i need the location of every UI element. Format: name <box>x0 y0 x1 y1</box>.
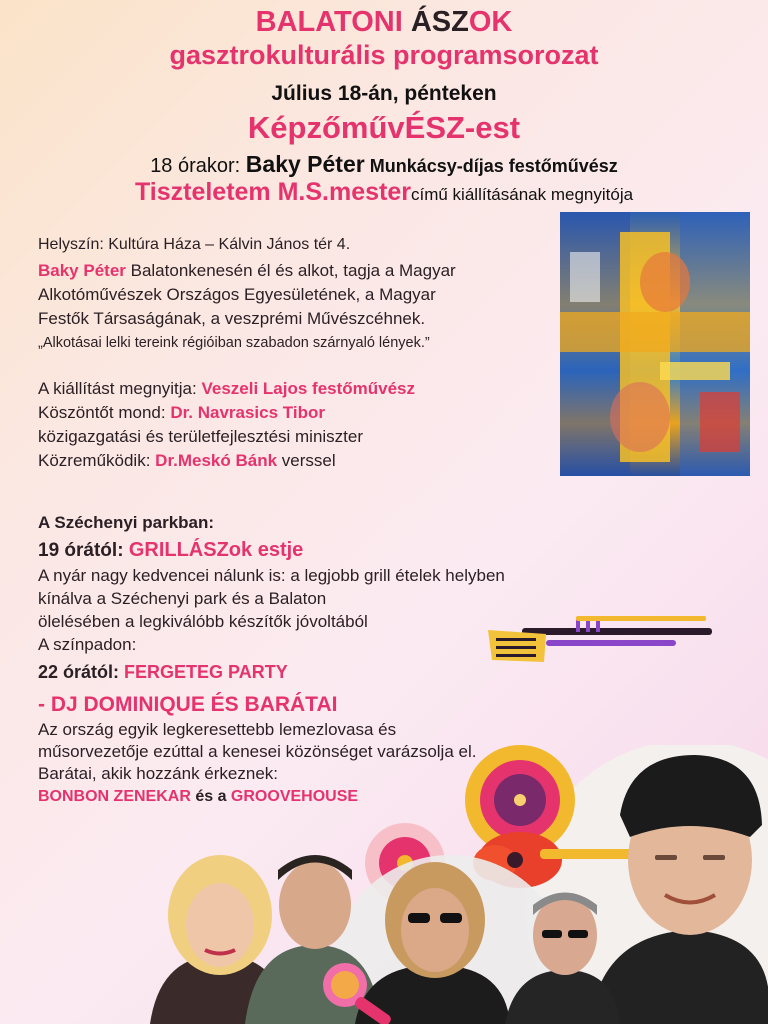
opener-name: Veszeli Lajos festőművész <box>201 379 416 398</box>
painting-image <box>560 212 750 476</box>
greeting-name: Dr. Navrasics Tibor <box>170 403 325 422</box>
bio-line-1 <box>38 260 456 282</box>
greeting-label: Köszöntőt mond: <box>38 403 171 422</box>
opener-label: A kiállítást megnyitja: <box>38 379 202 398</box>
grill-utensils-icon <box>486 612 714 666</box>
grill-desc-2: kínálva a Széchenyi park és a Balaton <box>38 589 327 608</box>
exhibition-title: Tiszteletem M.S.mester <box>134 178 411 206</box>
subtitle: gasztrokulturális programsorozat <box>169 40 599 70</box>
party-title: FERGETEG PARTY <box>124 662 288 682</box>
dj-title: - DJ DOMINIQUE ÉS BARÁTAI <box>38 693 338 716</box>
title-part: OK <box>468 6 513 38</box>
opener-line <box>38 378 415 400</box>
band-1: BONBON ZENEKAR <box>38 788 191 805</box>
grill-title: GRILLÁSZok estje <box>128 539 304 561</box>
dj-desc-1: Az ország egyik legkeresettebb lemezlovasa és <box>38 720 397 739</box>
grill-time: 19 órától: <box>38 540 129 561</box>
contrib-name: Dr.Meskó Bánk <box>155 451 278 470</box>
contrib-label: Közreműködik: <box>38 451 156 470</box>
bio-line-3: Festők Társaságának, a veszprémi Művészcéhnek. <box>38 309 426 328</box>
grill-desc-3: ölelésében a legkiválóbb készítők jóvoltából <box>38 612 368 631</box>
artist-name: Baky Péter <box>245 151 365 177</box>
contrib-line <box>38 450 336 472</box>
title-part: ÁSZ <box>410 6 469 38</box>
event-name: KépzőművÉSZ-est <box>247 110 521 145</box>
venue: Helyszín: Kultúra Háza – Kálvin János tér 4. <box>38 236 351 253</box>
artist-title: Munkácsy-díjas festőművész <box>364 156 618 176</box>
greeting-role: közigazgatási és területfejlesztési miniszter <box>38 427 364 446</box>
greeting-line <box>38 402 325 424</box>
party-line <box>38 661 288 683</box>
opening-line <box>0 151 768 178</box>
party-time: 22 órától: <box>38 662 125 682</box>
opening-time: 18 órakor: <box>150 155 246 177</box>
grill-desc-1: A nyár nagy kedvencei nálunk is: a legjobb grill ételek helyben <box>38 566 505 585</box>
bio-name: Baky Péter <box>38 261 126 280</box>
friends-label: Barátai, akik hozzánk érkeznek: <box>38 764 279 783</box>
band-conjunction: és a <box>190 788 231 805</box>
contrib-suffix: verssel <box>277 451 336 470</box>
exhibition-suffix: című kiállításának megnyitója <box>411 185 634 204</box>
performer-photos <box>150 745 768 1024</box>
event-date: Július 18-án, pénteken <box>271 82 497 105</box>
bio-text: Balatonkenesén él és alkot, tagja a Magyar <box>125 261 456 280</box>
bio-line-2: Alkotóművészek Országos Egyesületének, a Magyar <box>38 285 436 304</box>
park-heading: A Széchenyi parkban: <box>38 513 215 532</box>
stage-label: A színpadon: <box>38 635 137 654</box>
grill-line <box>38 538 303 563</box>
dj-desc-2: műsorvezetője ezúttal a kenesei közönséget varázsolja el. <box>38 742 477 761</box>
exhibition-line <box>0 178 768 207</box>
main-title <box>0 6 768 39</box>
title-part: BALATONI <box>255 6 411 38</box>
bio-quote: „Alkotásai lelki tereink régióiban szabadon szárnyaló lények.” <box>38 335 430 351</box>
band-2: GROOVEHOUSE <box>230 788 359 805</box>
